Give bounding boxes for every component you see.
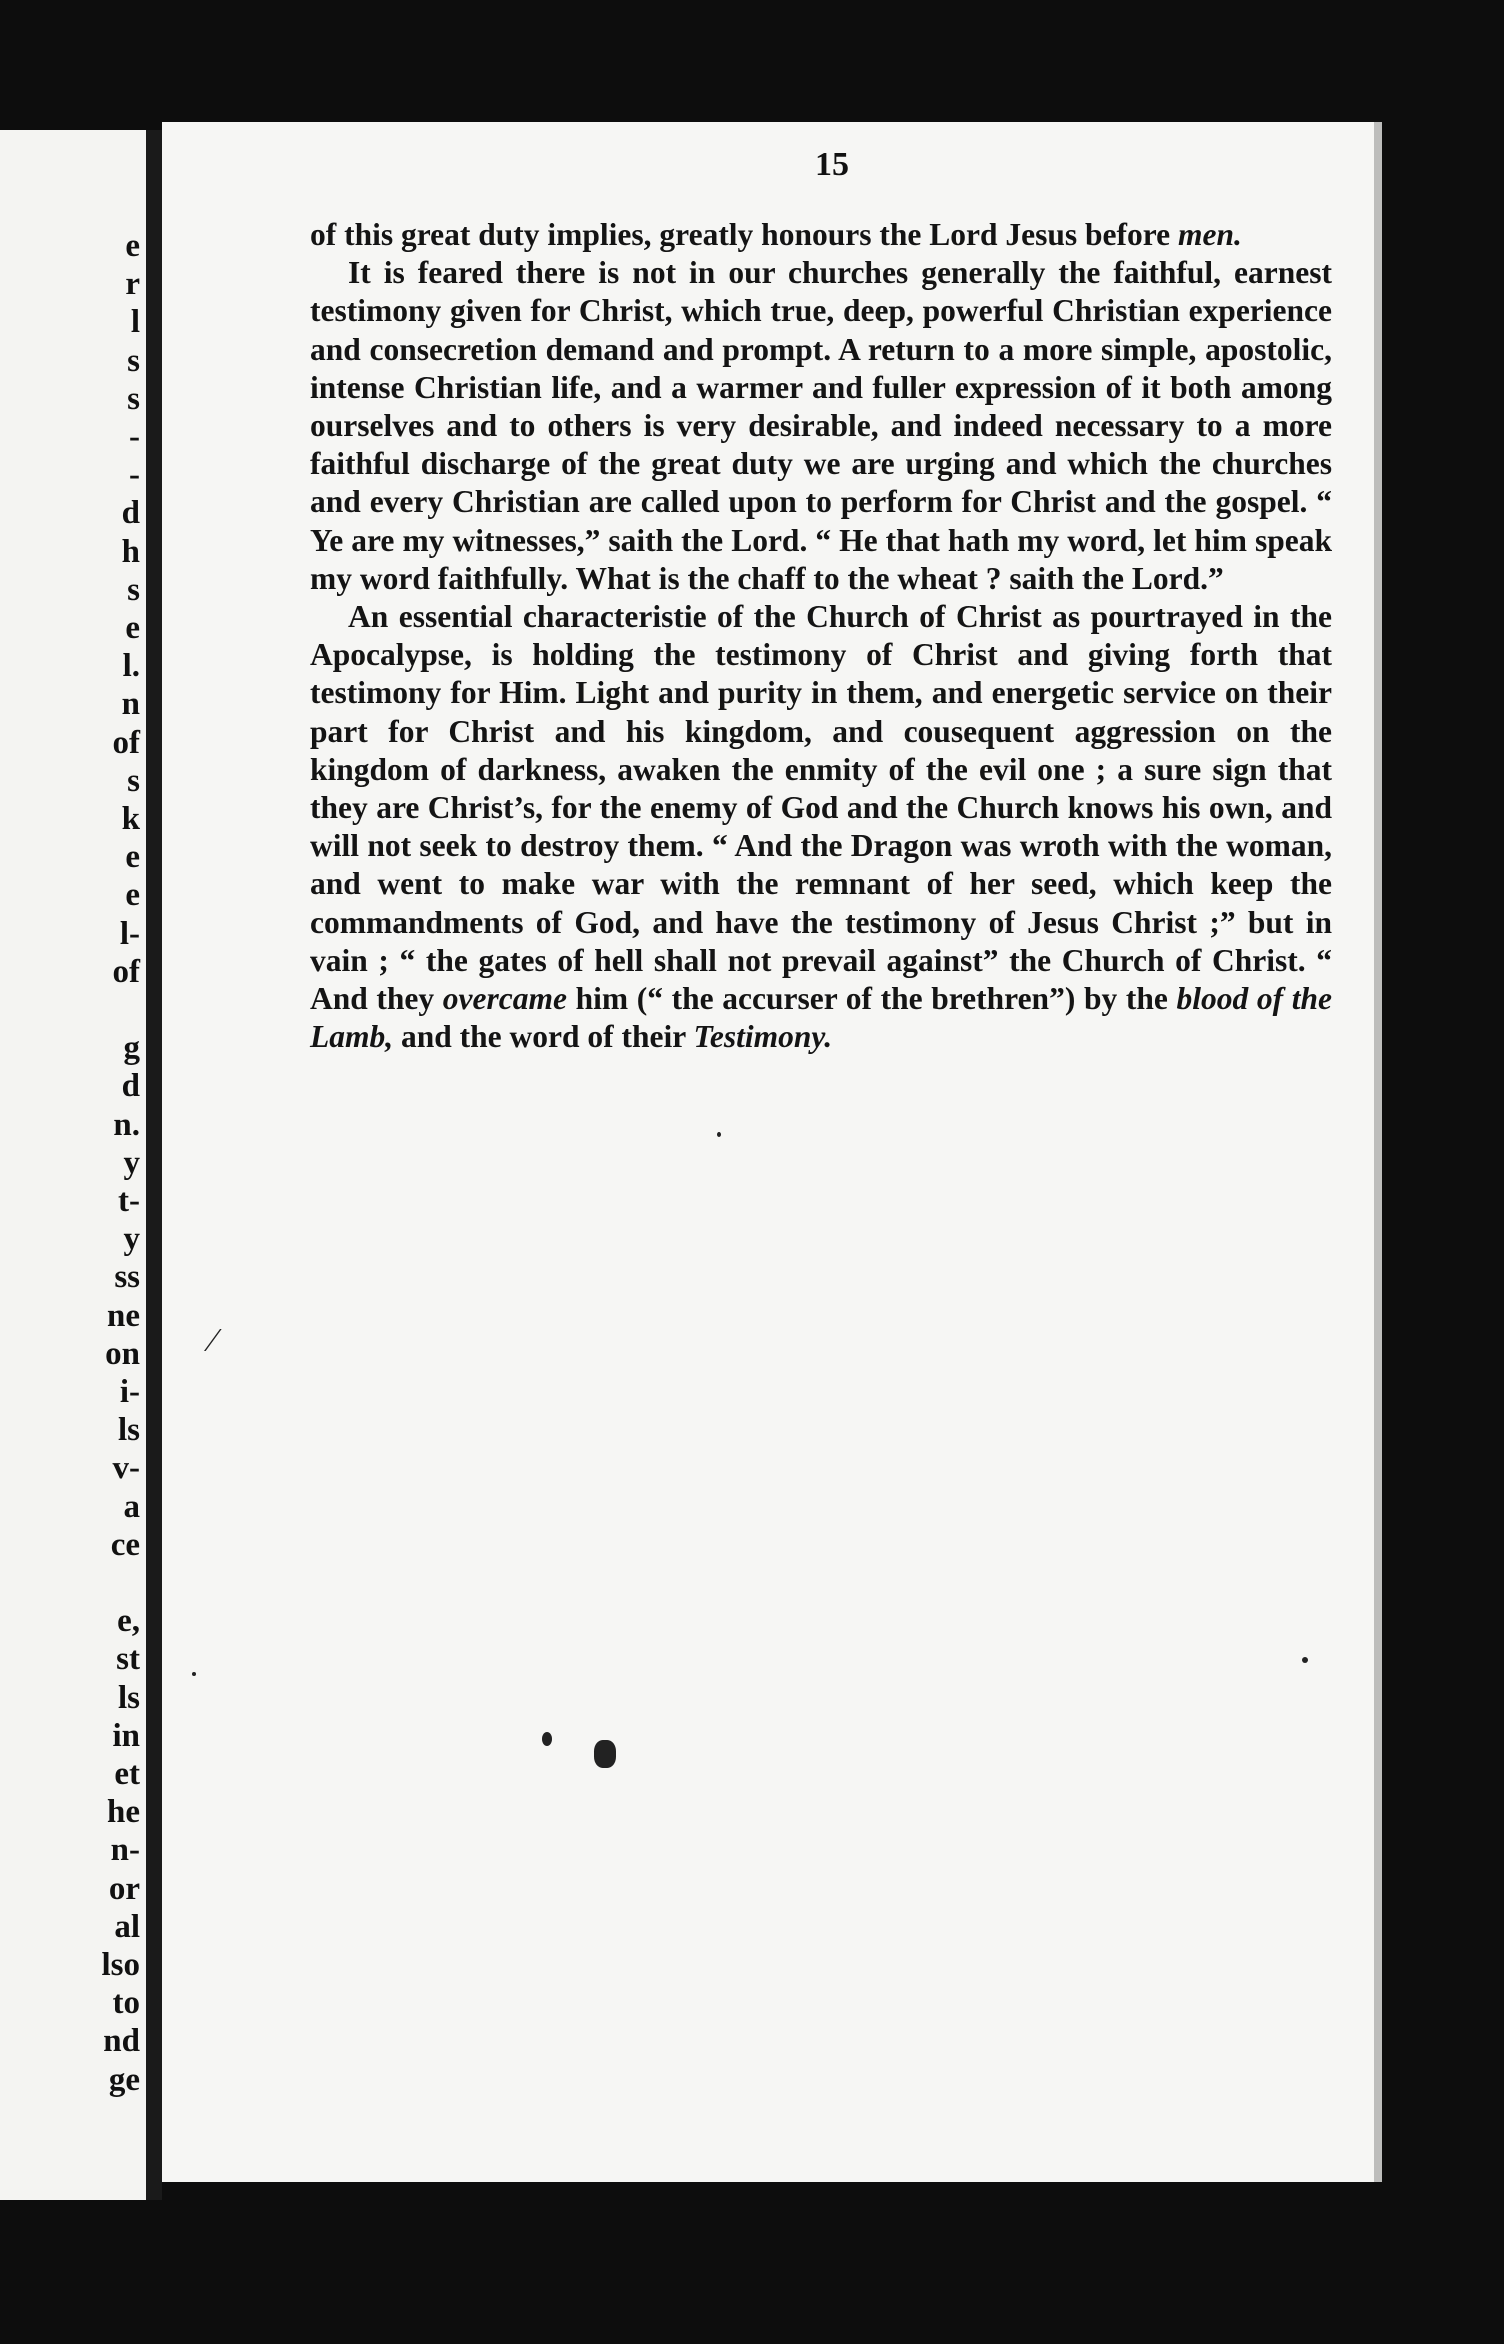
fragment-line-ending: ce [110,1526,140,1563]
fragment-line-ending: of [112,724,140,761]
fragment-line-ending: of [112,953,140,990]
fragment-line-ending: n. [113,1106,140,1143]
fragment-line-ending: he [107,1794,140,1831]
fragment-line-ending: in [112,1717,140,1754]
fragment-line-ending: h [121,533,140,570]
italic-text: overcame [442,981,567,1017]
fragment-line-ending: ls [117,1679,140,1716]
fragment-line-ending: nd [103,2023,140,2060]
fragment-line-ending: s [127,342,140,379]
fragment-line-ending: e [125,228,140,264]
italic-text: Testimony. [693,1019,833,1055]
fragment-line-ending: on [105,1335,140,1372]
text-segment: and the word of their [393,1019,694,1055]
fragment-line-ending: s [127,571,140,608]
text-segment: An essential characteristie of the Church of Christ as pourtrayed in the Apocalypse, is holding the testimony of Christ and giving forth that testimony for Him. Light and purity in them, and energetic service on their part for Christ and his kingdom, and cousequent aggression on the kingdom of darkness, awaken the enmity of the evil one ; a sure sign that they are Christ’s, for the enemy of God and the Church knows his own, and will not seek to destroy them. “ And the Dragon was wroth with the woman, and went to make war with the remnant of her seed, which keep the commandments of God, and have the testimony of Jesus Christ ;” but in vain ; “ the gates of hell shall not prevail against” the Church of Christ. “ And they [310,599,1332,1017]
fragment-line-ending: or [108,1870,140,1907]
fragment-line-ending: et [114,1756,140,1792]
fragment-line-ending: - [129,419,140,455]
ornament-mark: ⁄ [210,1322,216,1359]
page-number: 15 [815,146,849,183]
text-segment: of this great duty implies, greatly honours the Lord Jesus before [310,217,1179,252]
fragment-line-ending: st [116,1641,140,1678]
fragment-line-ending: s [127,380,140,417]
text-segment: It is feared there is not in our churches generally the faithful, earnest testimony given for Christ, which true, deep, powerful Christian experience and consecretion demand and prompt. A return to a more simple, apostolic, intense Christian life, and a warmer and fuller expression of it both among ourselves and to others is very desirable, and indeed necessary to a more faithful discharge of the great duty we are urging and which the churches and every Christian are called upon to perform for Christ and the gospel. “ Ye are my witnesses,” saith the Lord. “ He that hath my word, let him speak my word faithfully. What is the chaff to the wheat ? saith the Lord.” [310,255,1332,596]
binding-gutter [146,130,162,2200]
fragment-line-ending: al [114,1908,140,1945]
fragment-line-ending: l- [119,915,140,952]
fragment-line-ending: lso [101,1947,140,1983]
fragment-line-ending: ge [108,2061,140,2098]
fragment-line-ending: e [125,839,140,876]
italic-text: men. [1178,217,1242,252]
fragment-line-ending: d [121,1068,140,1105]
fragment-line-ending: l. [122,648,140,685]
fragment-line-ending: i- [119,1374,140,1410]
text-segment: him (“ the accurser of the brethren”) by the [566,981,1177,1017]
fragment-line-ending: to [112,1985,140,2022]
book-page [162,122,1382,2182]
fragment-line-ending: y [123,1144,140,1181]
page-body-text [310,216,1332,1056]
fragment-line-ending: r [125,266,140,303]
fragment-line-ending: s [127,762,140,799]
fragment-line-ending: a [123,1488,140,1525]
fragment-line-ending: e [125,610,140,646]
fragment-line-ending: n- [110,1832,140,1869]
fragment-line-ending: ls [117,1412,140,1449]
fragment-line-ending: v- [112,1450,140,1487]
fragment-line-ending: g [123,1030,140,1067]
fragment-line-ending: ss [114,1259,140,1296]
fragment-line-ending: e, [117,1603,140,1640]
fragment-line-ending: - [129,457,140,494]
fragment-line-ending: e [125,877,140,914]
fragment-line-ending: l [130,304,140,341]
fragment-line-ending: ne [107,1297,140,1334]
fragment-line-ending: t- [118,1183,140,1219]
fragment-line-ending: k [121,801,140,837]
italic-text: blood of the Lamb, [310,981,1332,1055]
fragment-line-ending: y [123,1221,140,1258]
paragraph [310,598,1332,1056]
paragraph [310,216,1332,254]
fragment-line-ending: n [121,686,140,723]
fragment-line-ending: d [121,495,140,532]
paragraph [310,254,1332,598]
previous-page-fragment [0,130,146,2200]
